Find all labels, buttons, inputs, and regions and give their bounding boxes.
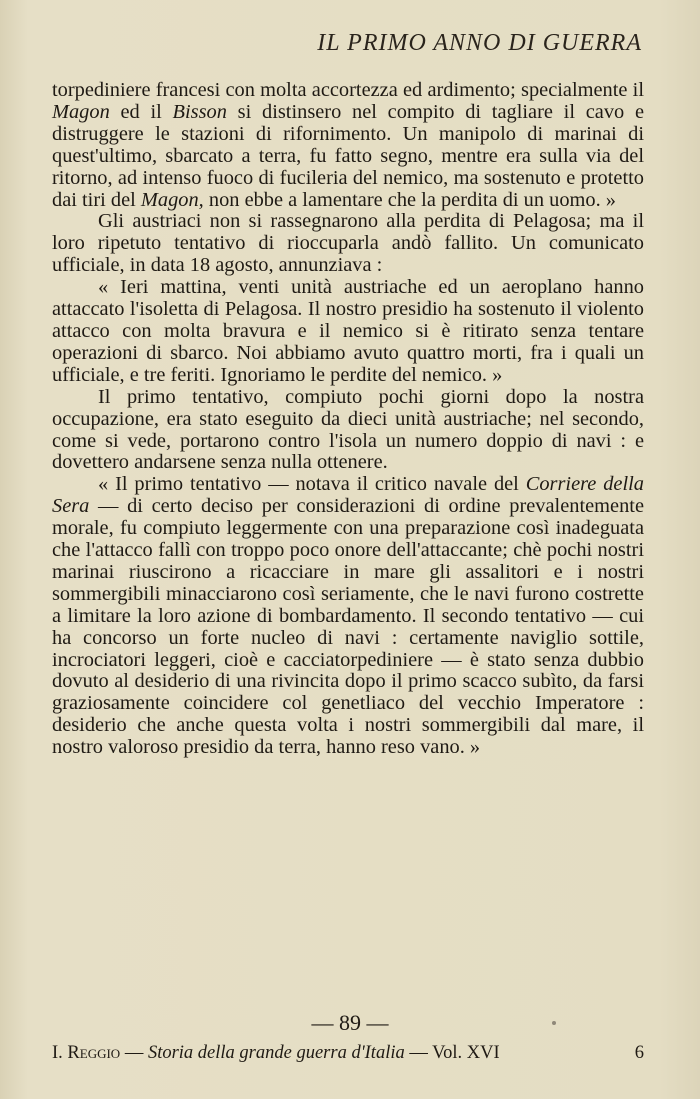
p5-text-a: « Il primo tentativo — notava il critico navale del [98,473,526,496]
body-text [52,80,644,759]
p1-text-a: torpediniere francesi con molta accortezza ed ardimento; specialmente il [52,79,644,101]
ship-name-magon-2: Magon, [140,188,204,211]
volume-label: — Vol. XVI [404,1043,500,1063]
paragraph-1 [52,80,644,211]
page-number: — 89 — [311,1010,389,1035]
ship-name-magon: Magon [52,100,110,123]
p1-text-b: ed il [109,100,173,123]
ink-speck [552,1021,556,1025]
paragraph-5-quote [52,474,644,759]
work-title: Storia della grande guerra d'Italia [147,1043,405,1063]
p5-text-b: — di certo deciso per considerazioni di ordine prevalentemente morale, fu compiuto leggermente con una preparazione così inadeguata che l'attacco fallì con troppo poco onore dell'attaccante; chè pochi nostri marinai riuscirono a ricacciare in mare gli assalitori e i nostri sommergibili minacciarono così seriamente, che le navi furono costrette a limitare la loro azione di bombardamento. Il secondo tentativo — cui ha concorso un forte nucleo di navi : certamente naviglio sottile, incrociatori leggeri, cioè e cacciatorpediniere — è stato senza dubbio dovuto al desiderio di una rivincita dopo il primo scacco subìto, da farsi graziosamente coincidere col genetliaco del vecchio Imperatore : desiderio che anche questa volta i nostri sommergibili dal mare, il nostro valoroso presidio da terra, hanno reso vano. » [52,495,644,759]
p1-text-c: si distinsero nel compito di tagliare il cavo e distruggere le stazioni di rifornimento. Un manipolo di marinai di quest'ultimo, sbarcato a terra, fu fatto segno, mentre era sulla via del ritorno, ad intenso fuoco di fucileria del nemico, ma sostenuto e protetto dai tiri del [52,100,644,211]
running-head: IL PRIMO ANNO DI GUERRA [317,30,642,56]
footer-line [52,1043,644,1064]
footer-dash: — [120,1043,148,1063]
author-name: Reggio [67,1043,121,1063]
signature-mark: 6 [634,1043,644,1063]
newspaper-name: Corriere della Sera [52,473,644,518]
p1-text-d: non ebbe a lamentare che la perdita di un uomo. » [203,188,616,211]
author-initial: I. [52,1043,68,1063]
paragraph-4: Il primo tentativo, compiuto pochi giorni dopo la nostra occupazione, era stato eseguito da dieci unità austriache; nel secondo, come si vede, portarono contro l'isola un numero doppio di navi : e dovettero andarsene senza nulla ottenere. [52,385,644,474]
paragraph-2: Gli austriaci non si rassegnarono alla perdita di Pelagosa; ma il loro ripetuto tentativo di rioccuparla andò fallito. Un comunicato ufficiale, in data 18 agosto, annunziava : [52,210,644,277]
paragraph-3-quote: « Ieri mattina, venti unità austriache ed un aeroplano hanno attaccato l'isoletta di Pelagosa. Il nostro presidio ha sostenuto il violento attacco con molta bravura e il nemico si è ritirato senza tentare operazioni di sbarco. Noi abbiamo avuto quattro morti, fra i quali un ufficiale, e tre feriti. Ignoriamo le perdite del nemico. » [52,276,644,386]
ship-name-bisson: Bisson [172,100,227,123]
